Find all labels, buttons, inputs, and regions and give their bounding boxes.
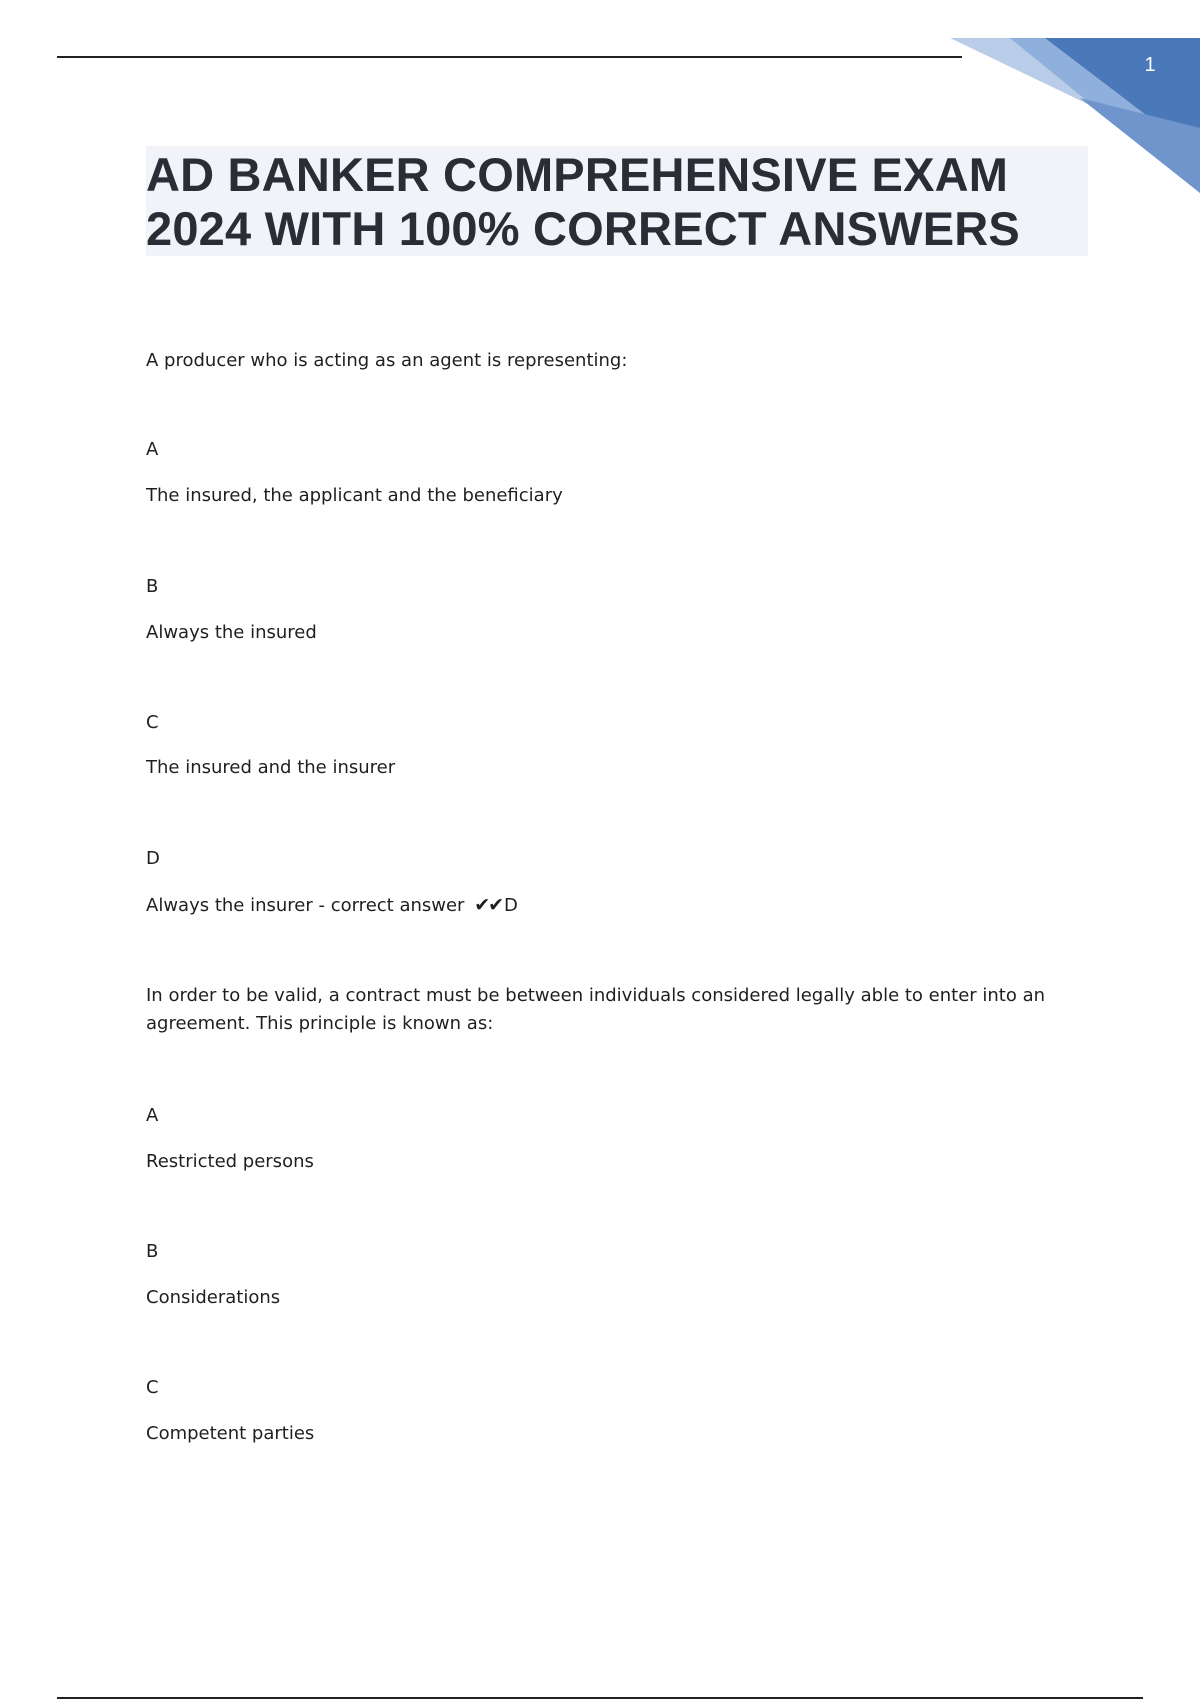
- check-mark-icon: ✔✔: [474, 894, 503, 916]
- question-2-option-c-text: Competent parties: [146, 1423, 315, 1444]
- document-title: [146, 146, 1088, 256]
- header-rule: [57, 56, 962, 58]
- page-number: 1: [1144, 54, 1156, 76]
- question-1-option-c-text: The insured and the insurer: [146, 757, 396, 778]
- question-1-option-a-letter: A: [146, 439, 159, 460]
- question-2-option-b-text: Considerations: [146, 1287, 281, 1308]
- title-line-1: AD BANKER COMPREHENSIVE EXAM: [146, 148, 1009, 201]
- question-1-option-c-letter: C: [146, 712, 159, 733]
- question-2-prompt: In order to be valid, a contract must be between individuals considered legally able to enter into an agreement. This principle is known as:: [146, 985, 1046, 1034]
- title-block: [146, 146, 1088, 256]
- question-1-option-b-letter: B: [146, 576, 159, 597]
- footer-rule: [57, 1697, 1143, 1699]
- question-1-prompt: A producer who is acting as an agent is representing:: [146, 350, 628, 371]
- question-1-answer: D: [504, 895, 518, 916]
- question-2-option-c-letter: C: [146, 1377, 159, 1398]
- question-2-option-a-letter: A: [146, 1105, 159, 1126]
- question-1-option-d-letter: D: [146, 848, 160, 869]
- question-2-option-a-text: Restricted persons: [146, 1151, 314, 1172]
- question-2-option-b-letter: B: [146, 1241, 159, 1262]
- title-line-2: 2024 WITH 100% CORRECT ANSWERS: [146, 202, 1020, 255]
- question-1-option-d: [146, 891, 518, 920]
- question-1-option-d-text: Always the insurer - correct answer: [146, 895, 465, 916]
- question-1-option-a-text: The insured, the applicant and the beneficiary: [146, 485, 563, 506]
- question-1-option-b-text: Always the insured: [146, 622, 317, 643]
